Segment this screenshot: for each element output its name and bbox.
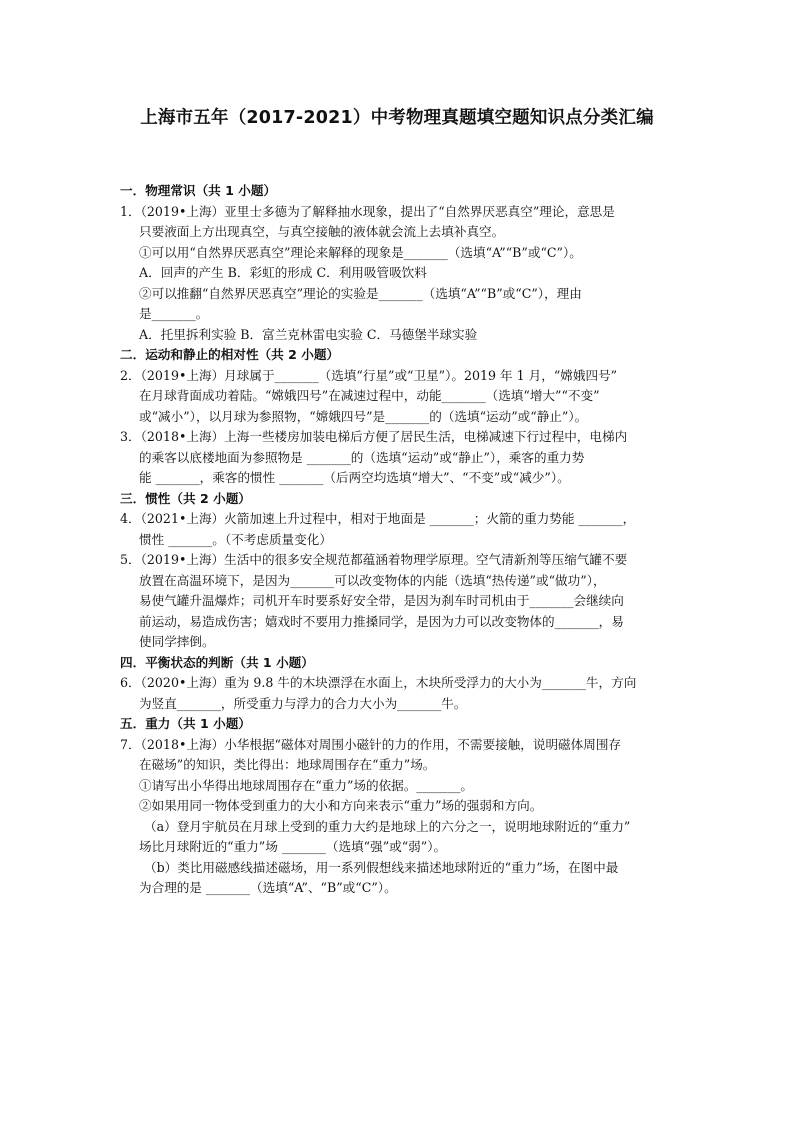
text-line: 为合理的是 _______（选填“A”、“B”或“C”）。 bbox=[139, 880, 397, 895]
section-heading: 三．惯性（共 2 小题） bbox=[120, 490, 251, 506]
text-line: （b）类比用磁感线描述磁场，用一系列假想线来描述地球附近的“重力”场，在图中最 bbox=[144, 859, 619, 875]
section-heading: 一．物理常识（共 1 小题） bbox=[120, 183, 277, 198]
question-line: 2．（2019•上海）月球属于_______（选填“行星”或“卫星”）。2019 年 1 月，“嫦娥四号” bbox=[120, 367, 618, 383]
text-line: 只要液面上方出现真空，与真空接触的液体就会流上去填补真空。 bbox=[139, 224, 505, 239]
text-line: 是_______。 bbox=[139, 306, 209, 321]
text-line: 在月球背面成功着陆。“嫦娥四号”在减速过程中，动能_______（选填“增大”“不变” bbox=[139, 388, 600, 403]
text-line: ①请写出小华得出地球周围存在“重力”场的依据。_______。 bbox=[139, 777, 474, 793]
question-line: 7．（2018•上海）小华根据“磁体对周围小磁针的力的作用，不需要接触，说明磁体周围存 bbox=[120, 736, 622, 752]
text-line: 惯性 _______。（不考虑质量变化） bbox=[139, 531, 332, 547]
text-line: 放置在高温环境下，是因为_______可以改变物体的内能（选填“热传递”或“做功”）， bbox=[139, 572, 606, 588]
text-line: A．回声的产生 B．彩虹的形成 C．利用吸管吸饮料 bbox=[139, 265, 427, 280]
question-line: 5．（2019•上海）生活中的很多安全规范都蕴涵着物理学原理。空气清新剂等压缩气罐不要 bbox=[120, 552, 628, 567]
text-line: ①可以用“自然界厌恶真空”理论来解释的现象是_______（选填“A”“B”或“C”）。 bbox=[139, 244, 582, 260]
text-line: 或“减小”），以月球为参照物，“嫦娥四号”是_______的（选填“运动”或“静止”）。 bbox=[139, 408, 588, 424]
document-title: 上海市五年（2017-2021）中考物理真题填空题知识点分类汇编 bbox=[140, 108, 654, 128]
text-line: 易使气罐升温爆炸；司机开车时要系好安全带，是因为刹车时司机由于_______会继续向 bbox=[139, 593, 624, 608]
section-heading: 五．重力（共 1 小题） bbox=[120, 716, 251, 731]
text-line: A．托里拆利实验 B．富兰克林雷电实验 C．马德堡半球实验 bbox=[139, 326, 478, 342]
text-line: 在磁场”的知识，类比得出：地球周围存在“重力”场。 bbox=[139, 757, 436, 772]
text-line: （a）登月宇航员在月球上受到的重力大约是地球上的六分之一，说明地球附近的“重力” bbox=[144, 818, 631, 834]
question-line: 1．（2019•上海）亚里士多德为了解释抽水现象，提出了“自然界厌恶真空”理论，意思是 bbox=[120, 203, 615, 219]
text-line: 为竖直_______，所受重力与浮力的合力大小为_______牛。 bbox=[139, 695, 467, 711]
text-line: 前运动，易造成伤害；嬉戏时不要用力推搡同学，是因为力可以改变物体的_______，易 bbox=[139, 613, 624, 629]
question-line: 3．（2018•上海）上海一些楼房加装电梯后方便了居民生活，电梯减速下行过程中，电梯内 bbox=[120, 429, 628, 444]
section-heading: 二．运动和静止的相对性（共 2 小题） bbox=[120, 347, 340, 362]
question-line: 4．（2021•上海）火箭加速上升过程中，相对于地面是 _______；火箭的重力势能 _______， bbox=[120, 511, 636, 526]
section-heading: 四．平衡状态的判断（共 1 小题） bbox=[120, 654, 314, 670]
text-line: ②可以推翻“自然界厌恶真空”理论的实验是_______（选填“A”“B”或“C”），理由 bbox=[139, 285, 582, 301]
text-line: 能 _______，乘客的惯性 _______（后两空均选填“增大”、“不变”或“减少”）。 bbox=[139, 470, 570, 485]
text-line: ②如果用同一物体受到重力的大小和方向来表示“重力”场的强弱和方向。 bbox=[139, 798, 543, 813]
document-body bbox=[120, 181, 682, 899]
text-line: 场比月球附近的“重力”场 _______（选填“强”或“弱”）。 bbox=[139, 839, 447, 854]
question-line: 6．（2020•上海）重为 9.8 牛的木块漂浮在水面上，木块所受浮力的大小为_______牛，方向 bbox=[120, 675, 637, 690]
text-line: 的乘客以底楼地面为参照物是 _______的（选填“运动”或“静止”），乘客的重力势 bbox=[139, 449, 585, 465]
text-line: 使同学摔倒。 bbox=[139, 634, 215, 649]
